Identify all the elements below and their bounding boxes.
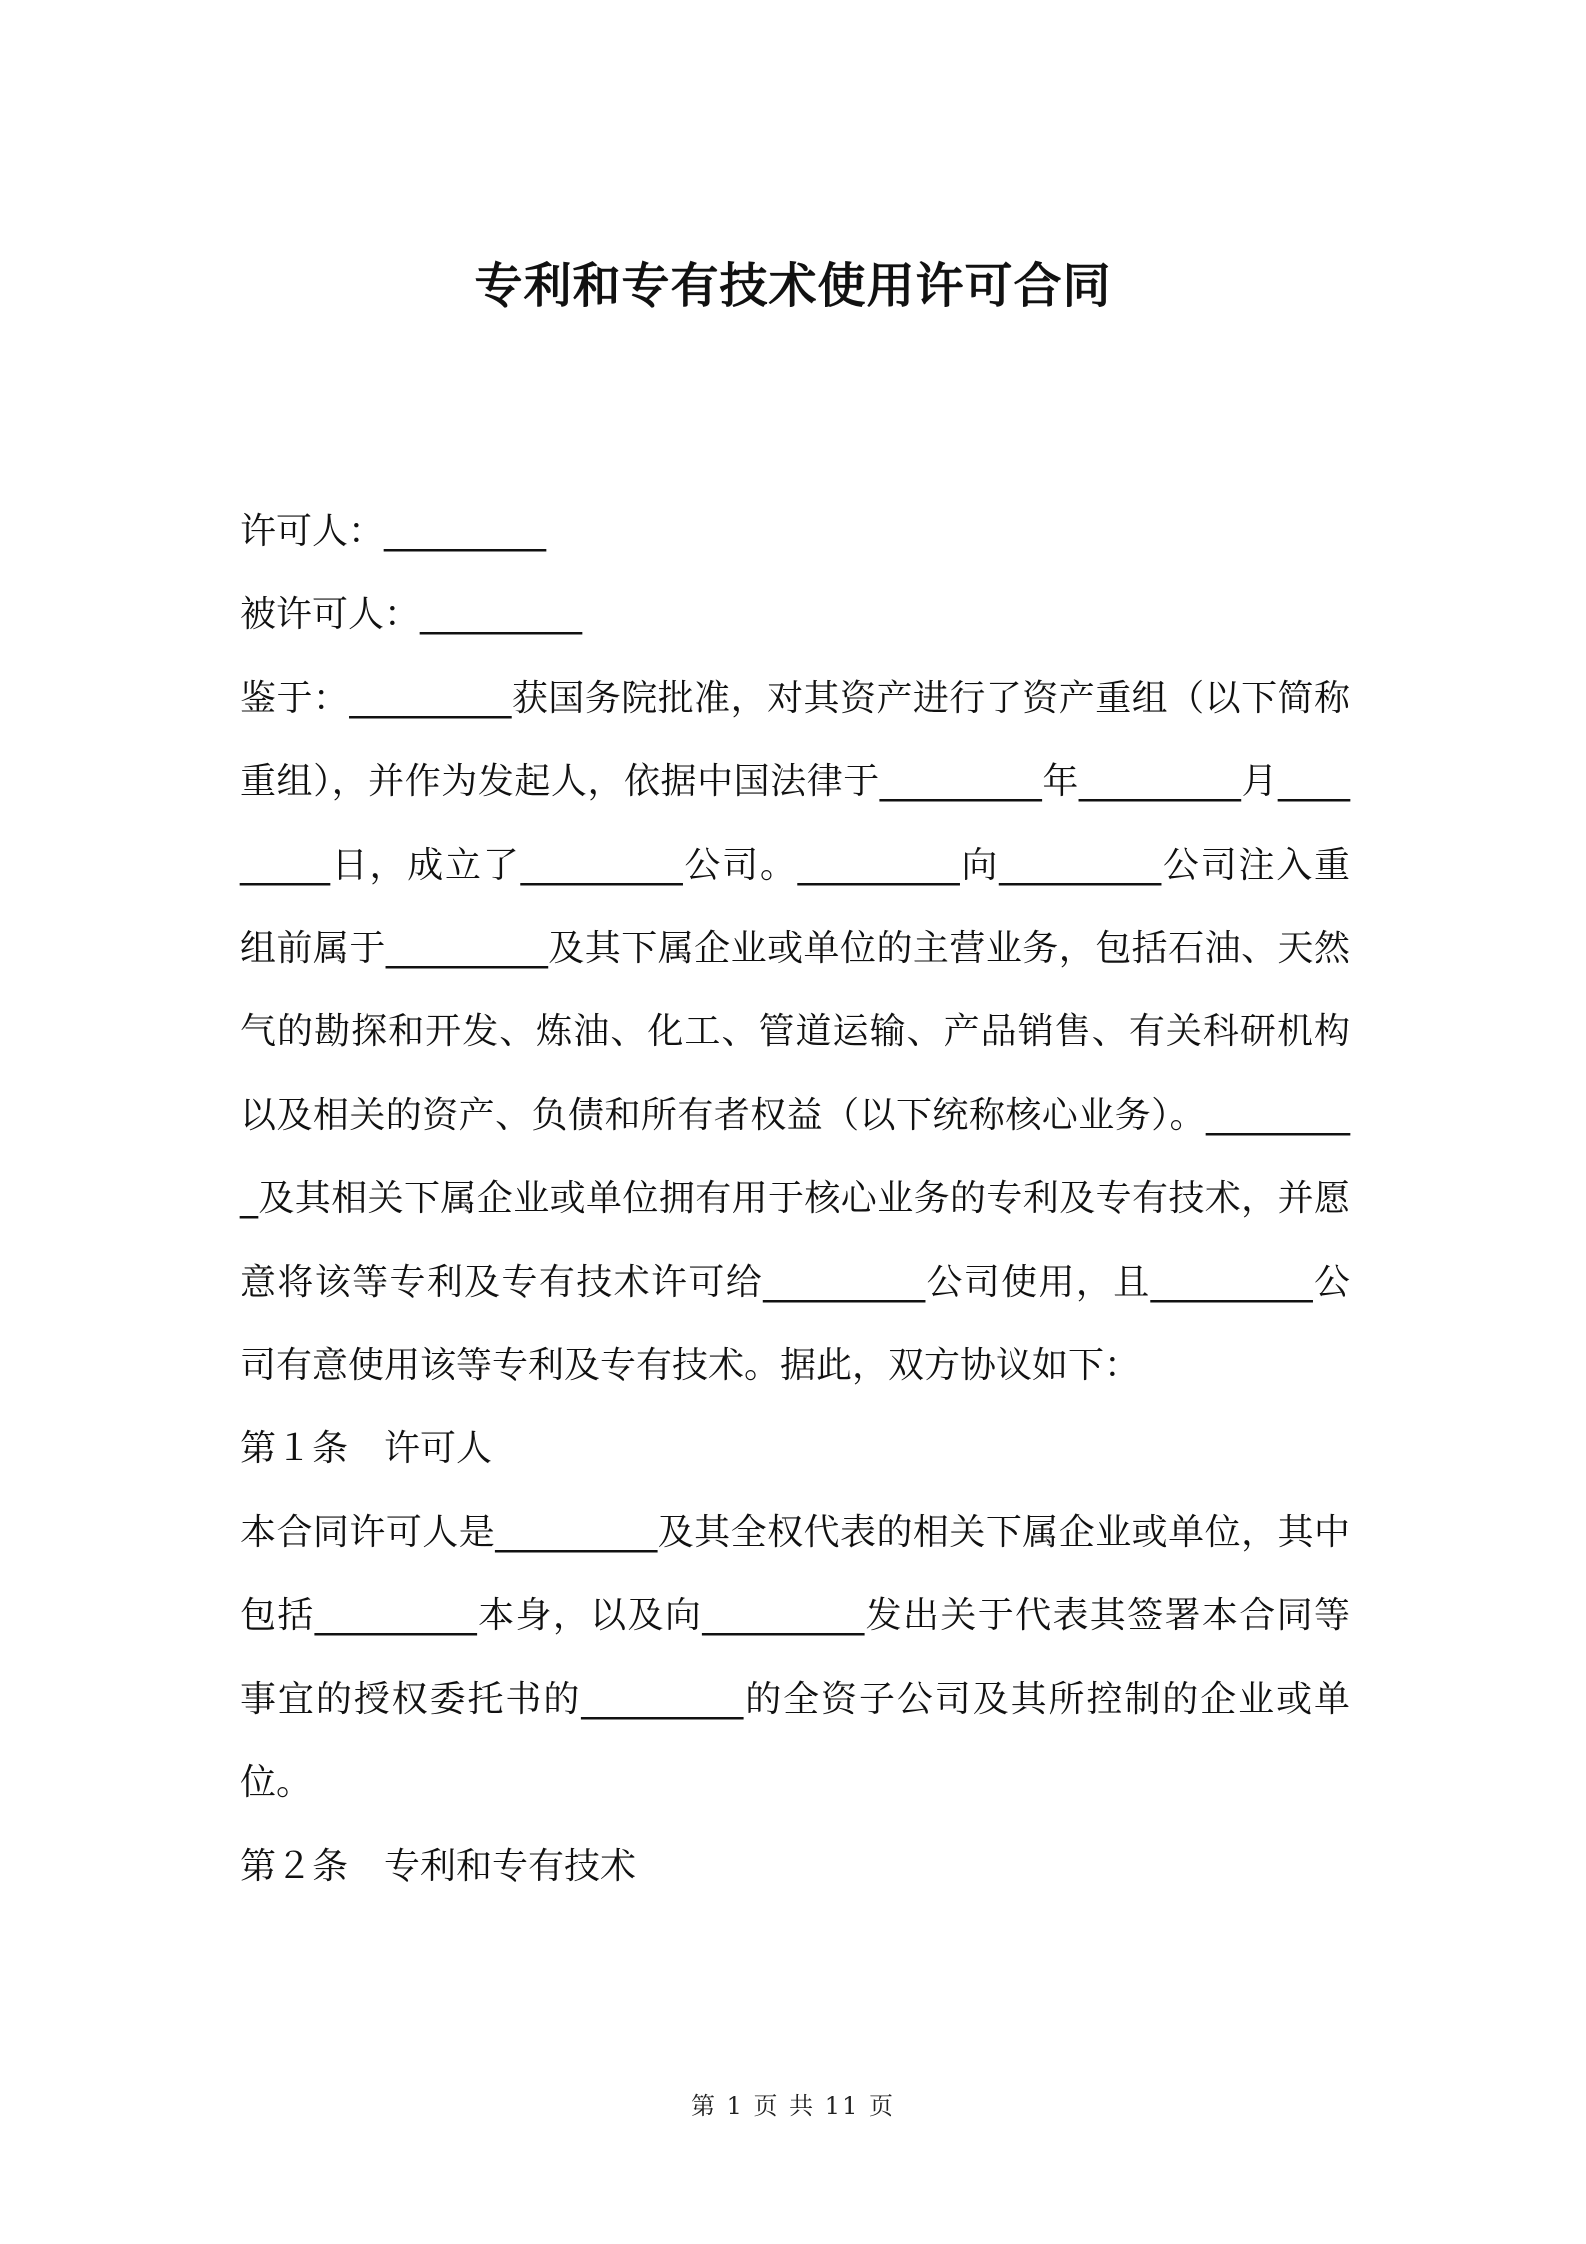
- article-1-paragraph: 本合同许可人是_________及其全权代表的相关下属企业或单位，其中包括_________本身，以及向_________发出关于代表其签署本合同等事宜的授权委托书的_________的全资子公司及其所控制的企业或单位。: [240, 1511, 1350, 1804]
- article-2-heading: 第２条 专利和专有技术: [240, 1845, 637, 1887]
- article-1-heading: 第１条 许可人: [240, 1428, 493, 1470]
- licensee-line: 被许可人：_________: [240, 594, 583, 636]
- document-title: 专利和专有技术使用许可合同: [474, 258, 1112, 314]
- page-number-footer: 第 1 页 共 11 页: [691, 2092, 895, 2120]
- recital-paragraph: 鉴于：_________获国务院批准，对其资产进行了资产重组（以下简称重组），并作为发起人，依据中国法律于_________年_________月_________日，成立了_________公司。_________向_________公司注入重组前属于_________及其下属企业或单位的主营业务，包括石油、天然气的勘探和开发、炼油、化工、管道运输、产品销售、有关科研机构以及相关的资产、负债和所有者权益（以下统称核心业务）。_________及其相关下属企业或单位拥有用于核心业务的专利及专有技术，并愿意将该等专利及专有技术许可给_________公司使用，且_________公司有意使用该等专利及专有技术。据此，双方协议如下：: [240, 677, 1350, 1387]
- licensor-line: 许可人：_________: [240, 511, 547, 552]
- document-body: [240, 490, 1350, 1908]
